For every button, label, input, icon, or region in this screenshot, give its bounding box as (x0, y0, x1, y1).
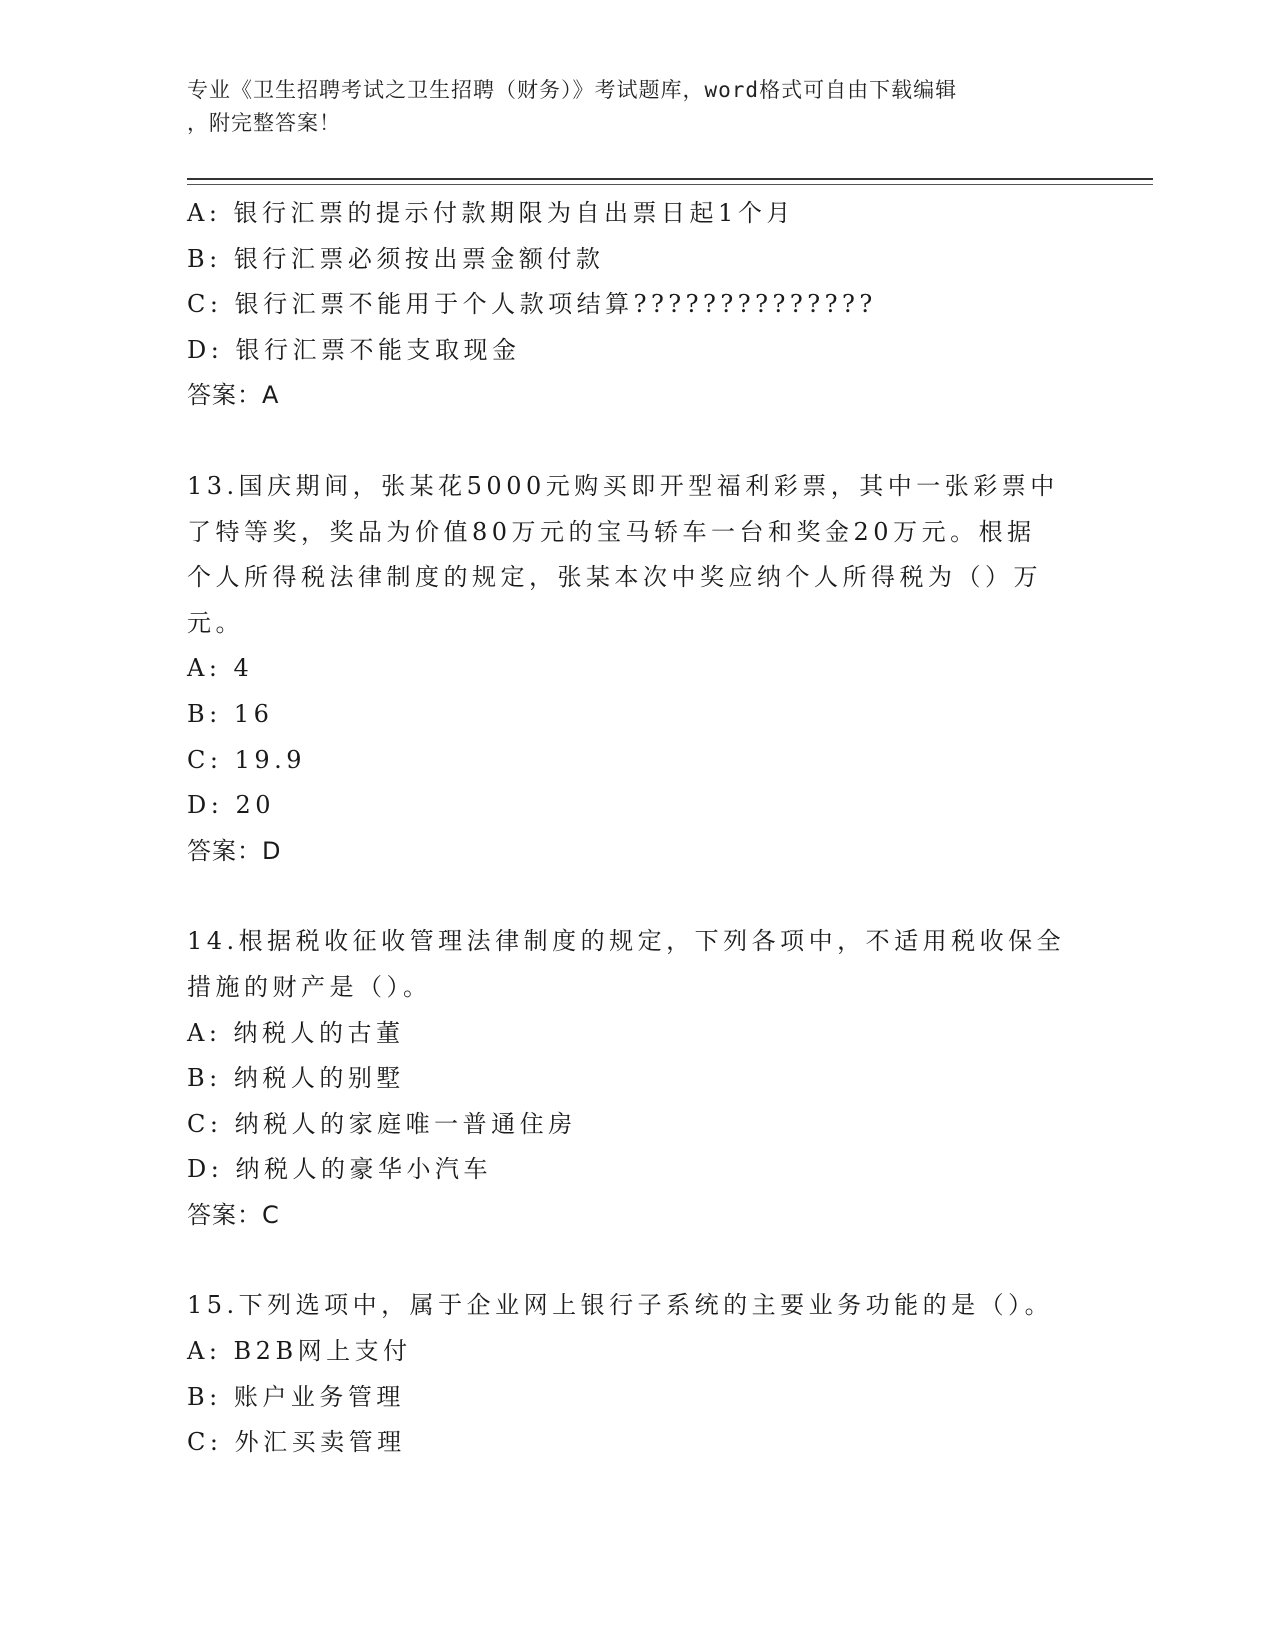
option-a: A: 4 (187, 654, 254, 683)
option-c: C: 银行汇票不能用于个人款项结算?????????????? (187, 290, 877, 319)
spacer (187, 874, 1087, 919)
option-b: B: 16 (187, 699, 274, 728)
option-d: D: 银行汇票不能支取现金 (187, 335, 521, 364)
question-13 (187, 464, 1087, 874)
question-stem-line: 个人所得税法律制度的规定，张某本次中奖应纳个人所得税为（）万 (187, 563, 1042, 592)
option-a: A: 纳税人的古董 (187, 1018, 405, 1047)
header-rule-thin (187, 184, 1153, 185)
header-rule-thick (187, 178, 1153, 180)
answer: 答案：D (187, 836, 282, 865)
document-header (187, 74, 1067, 140)
option-b: B: 纳税人的别墅 (187, 1064, 405, 1093)
header-line-2: ，附完整答案！ (187, 111, 341, 135)
question-stem-line: 15.下列选项中，属于企业网上银行子系统的主要业务功能的是（）。 (187, 1291, 1054, 1320)
answer: 答案：A (187, 381, 280, 410)
spacer (187, 1238, 1087, 1283)
question-stem-line: 13.国庆期间，张某花5000元购买即开型福利彩票，其中一张彩票中 (187, 471, 1059, 500)
option-a: A: B2B网上支付 (187, 1337, 412, 1366)
option-c: C: 19.9 (187, 745, 307, 774)
question-list (187, 191, 1087, 1466)
spacer (187, 419, 1087, 464)
option-b: B: 银行汇票必须按出票金额付款 (187, 244, 605, 273)
answer: 答案：C (187, 1200, 280, 1229)
option-c: C: 纳税人的家庭唯一普通住房 (187, 1109, 577, 1138)
option-b: B: 账户业务管理 (187, 1382, 405, 1411)
question-stem-line: 14.根据税收征收管理法律制度的规定，下列各项中，不适用税收保全 (187, 927, 1066, 956)
question-14 (187, 919, 1087, 1238)
question-stem-line: 元。 (187, 608, 244, 637)
option-c: C: 外汇买卖管理 (187, 1428, 406, 1457)
question-stem-line: 措施的财产是（）。 (187, 972, 432, 1001)
option-a: A: 银行汇票的提示付款期限为自出票日起1个月 (187, 199, 795, 227)
header-line-1: 专业《卫生招聘考试之卫生招聘（财务）》考试题库，word格式可自由下载编辑 (187, 78, 958, 102)
question-12 (187, 191, 1087, 419)
option-d: D: 20 (187, 791, 275, 820)
question-stem-line: 了特等奖，奖品为价值80万元的宝马轿车一台和奖金20万元。根据 (187, 517, 1036, 546)
question-15 (187, 1283, 1087, 1465)
option-d: D: 纳税人的豪华小汽车 (187, 1155, 492, 1184)
